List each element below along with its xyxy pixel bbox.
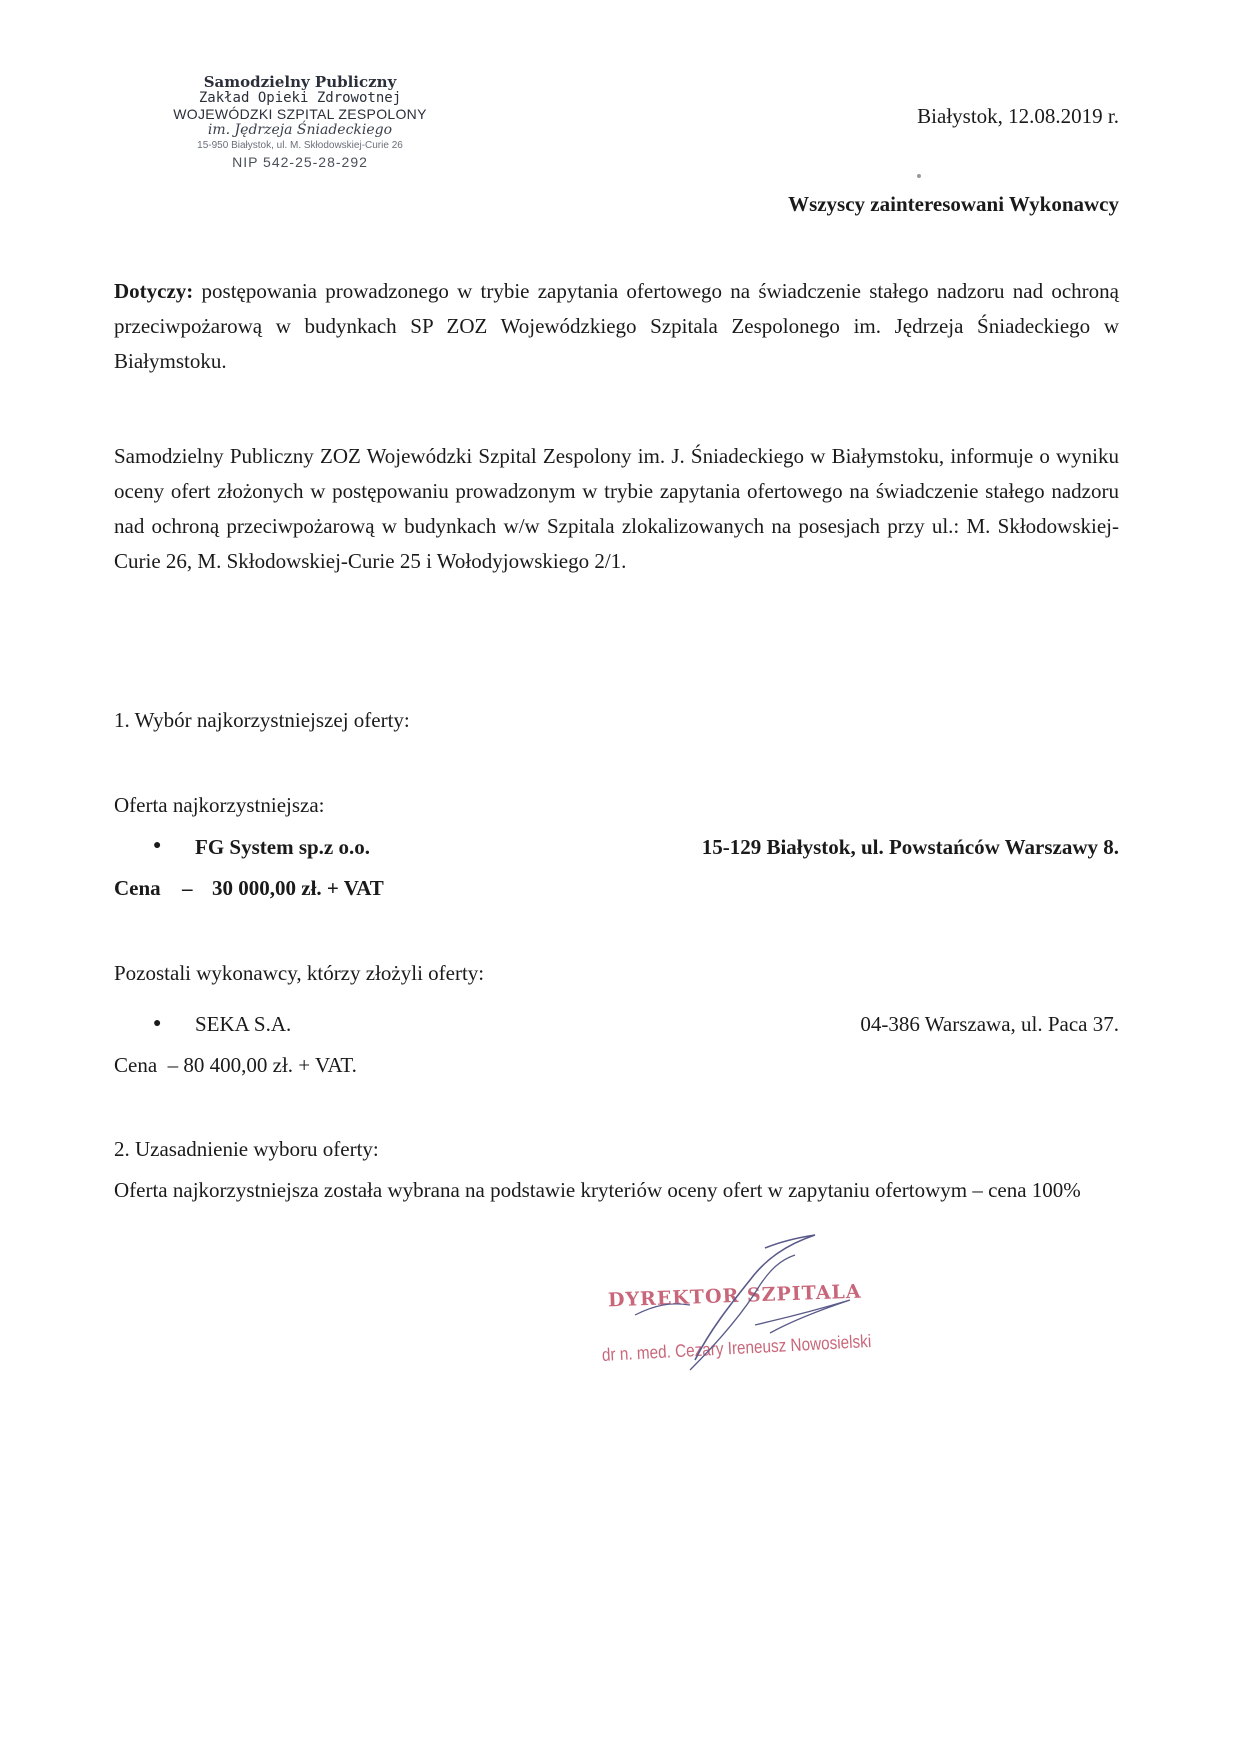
stamp-line-1: Samodzielny Publiczny — [203, 73, 397, 91]
other-offers-label: Pozostali wykonawcy, którzy złożyli oferty: — [114, 961, 485, 985]
stamp-line-5: 15-950 Białystok, ul. M. Skłodowskiej-Curie 26 — [197, 140, 403, 151]
other-offer-address: 04-386 Warszawa, ul. Paca 37. — [860, 1012, 1119, 1036]
section2-text: Oferta najkorzystniejsza została wybrana na podstawie kryteriów oceny ofert w zapytaniu ofertowym – cena 100% — [114, 1178, 1081, 1202]
best-offer-label: Oferta najkorzystniejsza: — [114, 793, 325, 817]
intro-paragraph: Samodzielny Publiczny ZOZ Wojewódzki Szpital Zespolony im. J. Śniadeckiego w Białymstoku, informuje o wyniku oceny ofert złożonych w postępowaniu prowadzonym w trybie zapytania ofertowego na świadczenie stałego nadzoru nad ochroną przeciwpożarową w budynkach w/w Szpitala zlokalizowanych na posesjach przy ul.: M. Skłodowskiej-Curie 26, M. Skłodowskiej-Curie 25 i Wołodyjowskiego 2/1. — [114, 444, 1119, 573]
best-offer-name: FG System sp.z o.o. — [195, 835, 370, 859]
best-offer-price: 30 000,00 zł. + VAT — [212, 876, 384, 900]
section1-heading: 1. Wybór najkorzystniejszej oferty: — [114, 708, 410, 732]
best-offer-address: 15-129 Białystok, ul. Powstańców Warszawy 8. — [701, 835, 1119, 859]
hospital-stamp — [150, 74, 450, 170]
stamp-line-3: WOJEWÓDZKI SZPITAL ZESPOLONY — [173, 106, 427, 122]
stamp-line-4: im. Jędrzeja Śniadeckiego — [207, 122, 393, 138]
stamp-line-2: Zakład Opieki Zdrowotnej — [198, 90, 402, 106]
subject-paragraph — [114, 274, 1119, 379]
handwritten-signature — [590, 1230, 890, 1380]
other-offer-name: SEKA S.A. — [195, 1012, 292, 1036]
best-offer-price-label: Cena — [114, 876, 161, 900]
section2-heading: 2. Uzasadnienie wyboru oferty: — [114, 1137, 379, 1161]
stamp-line-6: NIP 542-25-28-292 — [232, 154, 368, 170]
best-offer-price-dash: – — [182, 876, 193, 900]
addressee: Wszyscy zainteresowani Wykonawcy — [788, 192, 1119, 216]
subject-label: Dotyczy: — [114, 279, 194, 303]
bullet-icon: ● — [153, 1016, 162, 1031]
signature-stamp-name: dr n. med. Cezary Ireneusz Nowosielski — [601, 1330, 872, 1365]
signature-stamp-title: DYREKTOR SZPITALA — [607, 1280, 862, 1312]
other-offer-price: Cena – 80 400,00 zł. + VAT. — [114, 1053, 357, 1077]
document-date: Białystok, 12.08.2019 r. — [917, 104, 1119, 128]
speck-mark — [917, 174, 921, 178]
bullet-icon: ● — [153, 838, 162, 853]
subject-text: postępowania prowadzonego w trybie zapytania ofertowego na świadczenie stałego nadzoru nad ochroną przeciwpożarową w budynkach SP ZOZ Wojewódzkiego Szpitala Zespolonego im. Jędrzeja Śniadeckiego w Białymstoku. — [114, 279, 1119, 373]
